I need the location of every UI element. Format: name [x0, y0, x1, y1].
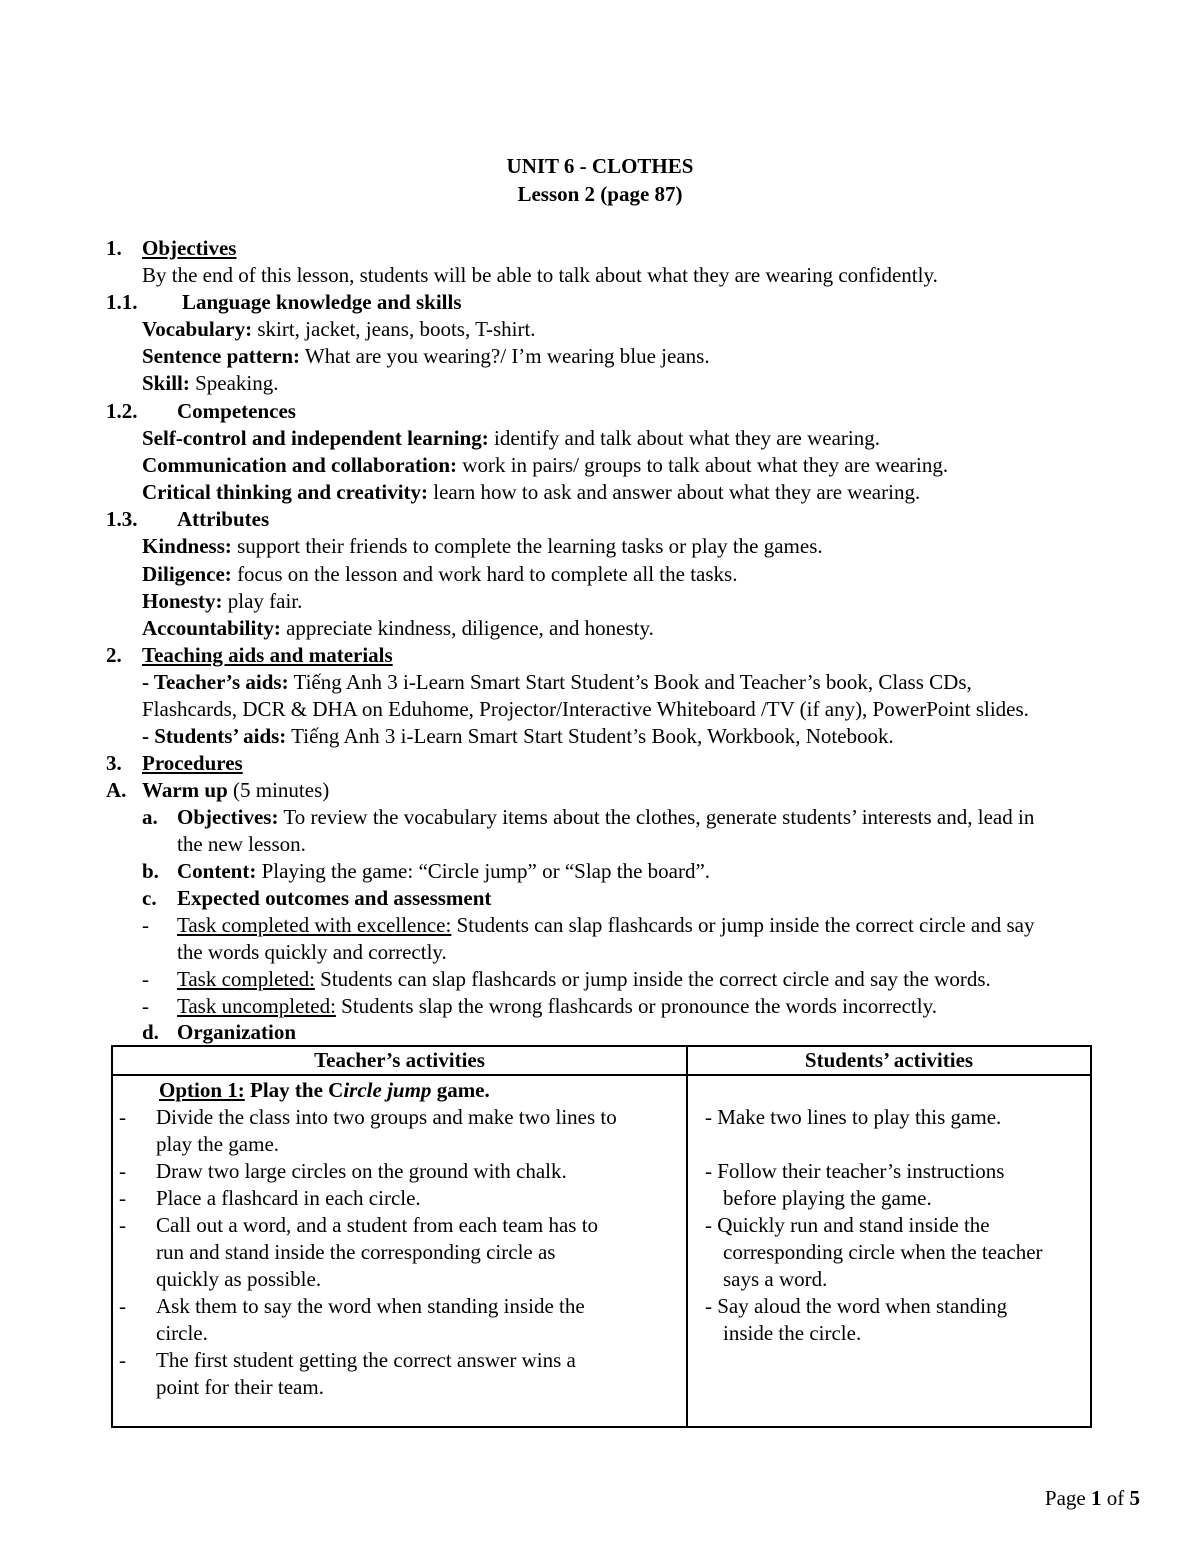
student-step-2-line-1: - Follow their teacher’s instructions — [705, 1159, 1005, 1183]
attribute-diligence: Diligence: focus on the lesson and work hard to complete all the tasks. — [142, 562, 738, 586]
item-d-letter: d. — [142, 1020, 159, 1044]
teacher-step-1-line-2: play the game. — [156, 1132, 280, 1156]
student-step-3-line-2: corresponding circle when the teacher — [723, 1240, 1043, 1264]
warmup-letter: A. — [106, 778, 127, 802]
page-number: Page 1 of 5 — [1044, 1486, 1140, 1510]
warmup-objectives-line-1: Objectives: To review the vocabulary items about the clothes, generate students’ interests and, lead in — [177, 805, 1035, 829]
procedures-heading: Procedures — [142, 751, 243, 775]
teacher-step-6-line-1: The first student getting the correct answer wins a — [156, 1348, 576, 1372]
document-title: UNIT 6 - CLOTHES — [506, 154, 694, 178]
attributes-heading: Attributes — [177, 507, 270, 531]
objectives-heading: Objectives — [142, 236, 237, 260]
aids-heading: Teaching aids and materials — [142, 643, 393, 667]
section-number-1-1: 1.1. — [106, 290, 138, 314]
teacher-step-1-line-1: Divide the class into two groups and make two lines to — [156, 1105, 617, 1129]
item-b-letter: b. — [142, 859, 159, 883]
competence-critical-thinking: Critical thinking and creativity: learn how to ask and answer about what they are wearing. — [142, 480, 921, 504]
vocabulary-line: Vocabulary: skirt, jacket, jeans, boots, T-shirt. — [142, 317, 536, 341]
outcome-excellence-line-2: the words quickly and correctly. — [177, 940, 447, 964]
student-step-4-line-1: - Say aloud the word when standing — [705, 1294, 1008, 1318]
organization-table — [111, 1045, 1092, 1428]
organization-heading: Organization — [177, 1020, 296, 1044]
teacher-dash-4: - — [119, 1213, 126, 1237]
item-a-letter: a. — [142, 805, 158, 829]
section-number-1-2: 1.2. — [106, 399, 138, 423]
outcome-dash-2: - — [142, 967, 149, 991]
teacher-step-5-line-1: Ask them to say the word when standing inside the — [156, 1294, 585, 1318]
student-step-4-line-2: inside the circle. — [723, 1321, 862, 1345]
warmup-line: Warm up (5 minutes) — [142, 778, 330, 802]
attribute-kindness: Kindness: support their friends to complete the learning tasks or play the games. — [142, 534, 823, 558]
competence-self-control: Self-control and independent learning: identify and talk about what they are wearing. — [142, 426, 881, 450]
sentence-pattern-line: Sentence pattern: What are you wearing?/ I’m wearing blue jeans. — [142, 344, 710, 368]
outcome-dash-1: - — [142, 913, 149, 937]
student-step-3-line-3: says a word. — [723, 1267, 828, 1291]
header-students-activities: Students’ activities — [687, 1046, 1091, 1075]
attribute-accountability: Accountability: appreciate kindness, diligence, and honesty. — [142, 616, 654, 640]
table-header-row — [112, 1046, 1091, 1075]
teacher-aids-line-1: - Teacher’s aids: Tiếng Anh 3 i-Learn Smart Start Student’s Book and Teacher’s book, Class CDs, — [142, 670, 972, 694]
teacher-step-3: Place a flashcard in each circle. — [156, 1186, 421, 1210]
expected-outcomes-heading: Expected outcomes and assessment — [177, 886, 492, 910]
attribute-honesty: Honesty: play fair. — [142, 589, 303, 613]
teacher-dash-1: - — [119, 1105, 126, 1129]
outcome-dash-3: - — [142, 994, 149, 1018]
student-step-3-line-1: - Quickly run and stand inside the — [705, 1213, 990, 1237]
teacher-step-4-line-1: Call out a word, and a student from each team has to — [156, 1213, 599, 1237]
teacher-dash-6: - — [119, 1348, 126, 1372]
document-subtitle: Lesson 2 (page 87) — [517, 182, 683, 206]
student-step-1: - Make two lines to play this game. — [705, 1105, 1002, 1129]
item-c-letter: c. — [142, 886, 157, 910]
teacher-dash-3: - — [119, 1186, 126, 1210]
section-number-3: 3. — [106, 751, 122, 775]
language-heading: Language knowledge and skills — [182, 290, 462, 314]
section-number-2: 2. — [106, 643, 122, 667]
table-row — [112, 1075, 1091, 1427]
option-1-line: Option 1: Play the Circle jump game. — [159, 1078, 490, 1102]
outcome-excellence-line-1: Task completed with excellence: Students can slap flashcards or jump inside the correct circle and say — [177, 913, 1035, 937]
outcome-completed-line: Task completed: Students can slap flashcards or jump inside the correct circle and say the words. — [177, 967, 991, 991]
teacher-dash-5: - — [119, 1294, 126, 1318]
objectives-intro: By the end of this lesson, students will be able to talk about what they are wearing confidently. — [142, 263, 938, 287]
teacher-step-6-line-2: point for their team. — [156, 1375, 324, 1399]
students-activities-cell — [687, 1075, 1091, 1427]
teacher-step-2: Draw two large circles on the ground with chalk. — [156, 1159, 567, 1183]
section-number-1-3: 1.3. — [106, 507, 138, 531]
teacher-dash-2: - — [119, 1159, 126, 1183]
header-teacher-activities: Teacher’s activities — [112, 1046, 687, 1075]
students-aids-line: - Students’ aids: Tiếng Anh 3 i-Learn Smart Start Student’s Book, Workbook, Notebook. — [142, 724, 894, 748]
teacher-step-5-line-2: circle. — [156, 1321, 208, 1345]
teacher-step-4-line-3: quickly as possible. — [156, 1267, 322, 1291]
competences-heading: Competences — [177, 399, 296, 423]
teacher-activities-cell — [112, 1075, 687, 1427]
student-step-2-line-2: before playing the game. — [723, 1186, 932, 1210]
teacher-step-4-line-2: run and stand inside the corresponding circle as — [156, 1240, 556, 1264]
outcome-uncompleted-line: Task uncompleted: Students slap the wrong flashcards or pronounce the words incorrectly. — [177, 994, 937, 1018]
warmup-objectives-line-2: the new lesson. — [177, 832, 306, 856]
teacher-aids-line-2: Flashcards, DCR & DHA on Eduhome, Projector/Interactive Whiteboard /TV (if any), PowerPoint slides. — [142, 697, 1029, 721]
section-number-1: 1. — [106, 236, 122, 260]
competence-communication: Communication and collaboration: work in pairs/ groups to talk about what they are wearing. — [142, 453, 949, 477]
warmup-content-line: Content: Playing the game: “Circle jump” or “Slap the board”. — [177, 859, 711, 883]
skill-line: Skill: Speaking. — [142, 371, 279, 395]
